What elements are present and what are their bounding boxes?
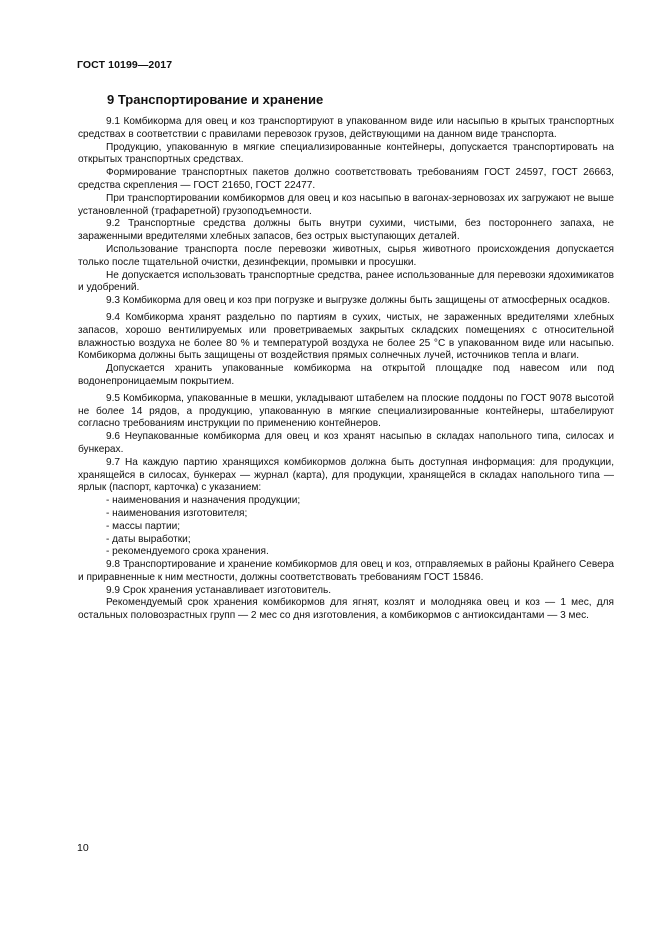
paragraph-9-7: 9.7 На каждую партию хранящихся комбикормов должна быть доступная информация: для продукции, хранящейся в силосах, бункерах — журнал (карта), для продукции, хранящейся в складах напольного типа — ярлык (паспорт, карточка) с указанием:	[78, 456, 614, 494]
paragraph-9-1: 9.1 Комбикорма для овец и коз транспортируют в упакованном виде или насыпью в крытых транспортных средствах в соответствии с правилами перевозок грузов, действующими на данном виде транспорта.	[78, 116, 614, 140]
section-title: 9 Транспортирование и хранение	[107, 92, 324, 107]
paragraph-9-3: 9.3 Комбикорма для овец и коз при погрузке и выгрузке должны быть защищены от атмосферных осадков.	[106, 295, 610, 307]
section-body	[78, 116, 614, 623]
page-number: 10	[77, 842, 89, 854]
list-item: - рекомендуемого срока хранения.	[106, 546, 269, 558]
list-item: - даты выработки;	[106, 533, 191, 545]
paragraph: Не допускается использовать транспортные средства, ранее использованные для перевозки ядохимикатов и удобрений.	[78, 269, 614, 294]
list-item: - наименования и назначения продукции;	[106, 495, 301, 507]
paragraph-9-4: 9.4 Комбикорма хранят раздельно по партиям в сухих, чистых, не зараженных вредителями хлебных запасов, хорошо вентилируемых или проветриваемых закрытых складских помещениях с относительной влажностью воздуха не более 80 % и температурой воздуха не более 25 °С в упакованном виде или насыпью. Комбикорма должны быть защищены от воздействия прямых солнечных лучей, источников тепла и влаги.	[78, 311, 614, 362]
paragraph-9-5: 9.5 Комбикорма, упакованные в мешки, укладывают штабелем на плоские поддоны по ГОСТ 9078 высотой не более 14 рядов, а продукцию, упакованную в мягкие специализированные контейнеры, штабелируют согласно требованиям инструкции по применению контейнеров.	[78, 392, 614, 430]
list-item: - массы партии;	[106, 520, 181, 532]
paragraph: Формирование транспортных пакетов должно соответствовать требованиям ГОСТ 24597, ГОСТ 26663, средства скрепления — ГОСТ 21650, ГОСТ 22477.	[78, 167, 614, 191]
paragraph-9-9: 9.9 Срок хранения устанавливает изготовитель.	[106, 584, 332, 596]
paragraph: Допускается хранить упакованные комбикорма на открытой площадке под навесом или под водонепроницаемым покрытием.	[78, 363, 614, 387]
paragraph-9-8: 9.8 Транспортирование и хранение комбикормов для овец и коз, отправляемых в районы Крайнего Севера и приравненные к ним местности, должны соответствовать требованиям ГОСТ 15846.	[78, 559, 614, 583]
paragraph: Использование транспорта после перевозки животных, сырья животного происхождения допускается только после тщательной очистки, дезинфекции, промывки и просушки.	[78, 243, 614, 268]
list-item: - наименования изготовителя;	[106, 507, 248, 519]
paragraph: Продукцию, упакованную в мягкие специализированные контейнеры, допускается транспортировать на открытых транспортных средствах.	[78, 141, 614, 166]
paragraph-9-6: 9.6 Неупакованные комбикорма для овец и коз хранят насыпью в складах напольного типа, силосах и бункерах.	[78, 431, 614, 455]
document-header: ГОСТ 10199—2017	[77, 59, 173, 71]
paragraph: При транспортировании комбикормов для овец и коз насыпью в вагонах-зерновозах их загружают не выше установленной (трафаретной) грузоподъемности.	[78, 192, 614, 217]
paragraph: Рекомендуемый срок хранения комбикормов для ягнят, козлят и молодняка овец и коз — 1 мес, для остальных половозрастных групп — 2 мес со дня изготовления, а комбикормов с антиоксидантами — 3 мес.	[78, 597, 614, 622]
paragraph-9-2: 9.2 Транспортные средства должны быть внутри сухими, чистыми, без постороннего запаха, не зараженными вредителями хлебных запасов, без острых выступающих деталей.	[78, 218, 614, 243]
